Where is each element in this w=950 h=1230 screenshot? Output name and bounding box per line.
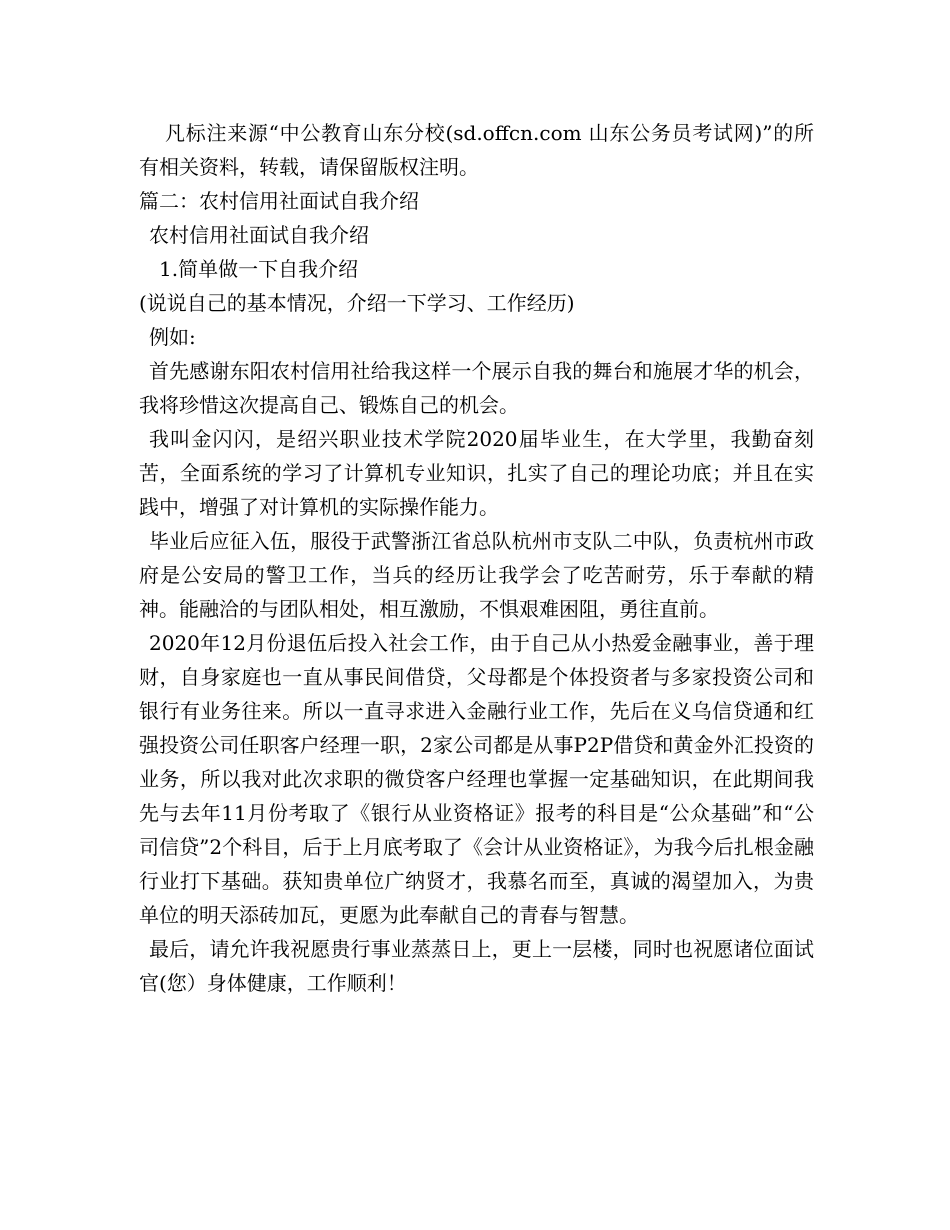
document-body: [139, 116, 814, 1000]
paragraph-military: 毕业后应征入伍，服役于武警浙江省总队杭州市支队二中队，负责杭州市政府是公安局的警卫工作，当兵的经历让我学会了吃苦耐劳，乐于奉献的精神。能融洽的与团队相处，相互激励，不惧艰难困阻，勇往直前。: [139, 529, 814, 621]
example-label: 例如:: [149, 325, 196, 349]
paragraph-closing: 最后，请允许我祝愿贵行事业蒸蒸日上，更上一层楼，同时也祝愿诸位面试官(您）身体健康，工作顺利！: [139, 937, 814, 995]
paragraph-opening: 首先感谢东阳农村信用社给我这样一个展示自我的舞台和施展才华的机会，我将珍惜这次提高自己、锻炼自己的机会。: [139, 359, 814, 417]
paragraph-career: 2020年12月份退伍后投入社会工作，由于自己从小热爱金融事业，善于理财，自身家庭也一直从事民间借贷，父母都是个体投资者与多家投资公司和银行有业务往来。所以一直寻求进入金融行业工作，先后在义乌信贷通和红强投资公司任职客户经理一职，2家公司都是从事P2P借贷和黄金外汇投资的业务，所以我对此次求职的微贷客户经理也掌握一定基础知识，在此期间我先与去年11月份考取了《银行从业资格证》报考的科目是“公众基础”和“公司信贷”2个科目，后于上月底考取了《会计从业资格证》，为我今后扎根金融行业打下基础。获知贵单位广纳贤才，我慕名而至，真诚的渴望加入，为贵单位的明天添砖加瓦，更愿为此奉献自己的青春与智慧。: [139, 631, 814, 927]
paragraph-education: 我叫金闪闪，是绍兴职业技术学院2020届毕业生，在大学里，我勤奋刻苦，全面系统的学习了计算机专业知识，扎实了自己的理论功底；并且在实践中，增强了对计算机的实际操作能力。: [139, 427, 814, 519]
copyright-notice: 凡标注来源“中公教育山东分校(sd.offcn.com 山东公务员考试网)”的所有相关资料，转载，请保留版权注明。: [139, 121, 814, 179]
section-heading: 篇二：农村信用社面试自我介绍: [139, 189, 419, 213]
question-heading: 1.简单做一下自我介绍: [159, 257, 359, 281]
article-title: 农村信用社面试自我介绍: [149, 223, 369, 247]
question-note: (说说自己的基本情况，介绍一下学习、工作经历): [139, 291, 575, 315]
